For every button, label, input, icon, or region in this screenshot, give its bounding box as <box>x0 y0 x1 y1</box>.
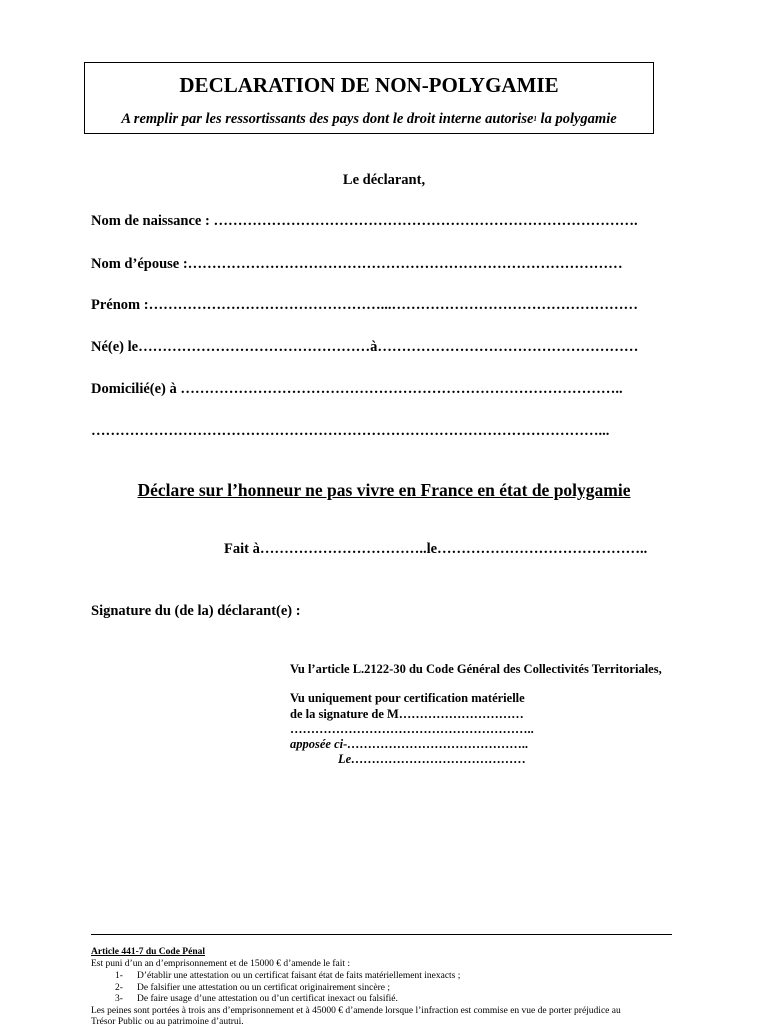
field-nom-naissance[interactable]: Nom de naissance : ……………………………………………………………………………. <box>91 213 638 229</box>
footer-title: Article 441-7 du Code Pénal <box>91 947 205 957</box>
field-extra-line[interactable]: ……………………………………………………………………………………………... <box>91 423 610 439</box>
footer-penalty-1: Les peines sont portées à trois ans d’emprisonnement et à 45000 € d’amende lorsque l’infraction est commise en vue de porter préjudice au <box>91 1006 621 1016</box>
footer-item-num-2: 2- <box>115 983 123 993</box>
footer-divider <box>91 934 672 935</box>
declarant-heading: Le déclarant, <box>342 172 426 188</box>
field-prenom[interactable]: Prénom :…………………………………………...…………………………………………… <box>91 297 638 313</box>
document-subtitle <box>85 111 653 128</box>
certification-line-3: ………………………………………………….. <box>290 722 534 736</box>
certification-line-4: apposée ci-…………………………………….. <box>290 737 529 751</box>
certification-line-1: Vu uniquement pour certification matérielle <box>290 691 525 705</box>
certification-line-5: Le…………………………………… <box>338 752 527 766</box>
footer-intro: Est puni d’un an d’emprisonnement et de 15000 € d’amende le fait : <box>91 959 351 969</box>
certification-line-2: de la signature de M………………………… <box>290 707 524 721</box>
footer-item-2: De falsifier une attestation ou un certificat originairement sincère ; <box>137 983 390 993</box>
field-ne-le[interactable]: Né(e) le…………………………………………à……………………………………………… <box>91 339 639 355</box>
footer-penalty-2: Trésor Public ou au patrimoine d’autrui. <box>91 1017 244 1027</box>
signature-label: Signature du (de la) déclarant(e) : <box>91 603 301 619</box>
footer-item-num-1: 1- <box>115 971 123 981</box>
certification-article: Vu l’article L.2122-30 du Code Général des Collectivités Territoriales, <box>290 662 662 676</box>
field-nom-epouse[interactable]: Nom d’épouse :……………………………………………………………………………… <box>91 256 623 272</box>
footer-item-3: De faire usage d’une attestation ou d’un certificat inexact ou falsifié. <box>137 994 398 1004</box>
subtitle-text: A remplir par les ressortissants des pays dont le droit interne autorise <box>121 111 534 127</box>
declaration-wrap <box>0 480 768 501</box>
field-fait-a[interactable]: Fait à……………………………..le…………………………………….. <box>224 541 648 557</box>
footer-item-1: D’établir une attestation ou un certificat faisant état de faits matériellement inexacts ; <box>137 971 461 981</box>
subtitle-text-end: la polygamie <box>536 111 617 127</box>
title-box <box>84 62 654 134</box>
document-title: DECLARATION DE NON-POLYGAMIE <box>179 73 559 97</box>
field-domicilie[interactable]: Domicilié(e) à ……………………………………………………………………………….. <box>91 381 623 397</box>
footer-item-num-3: 3- <box>115 994 123 1004</box>
footnote-marker: 1 <box>533 115 537 123</box>
declaration-statement: Déclare sur l’honneur ne pas vivre en France en état de polygamie <box>137 480 631 500</box>
